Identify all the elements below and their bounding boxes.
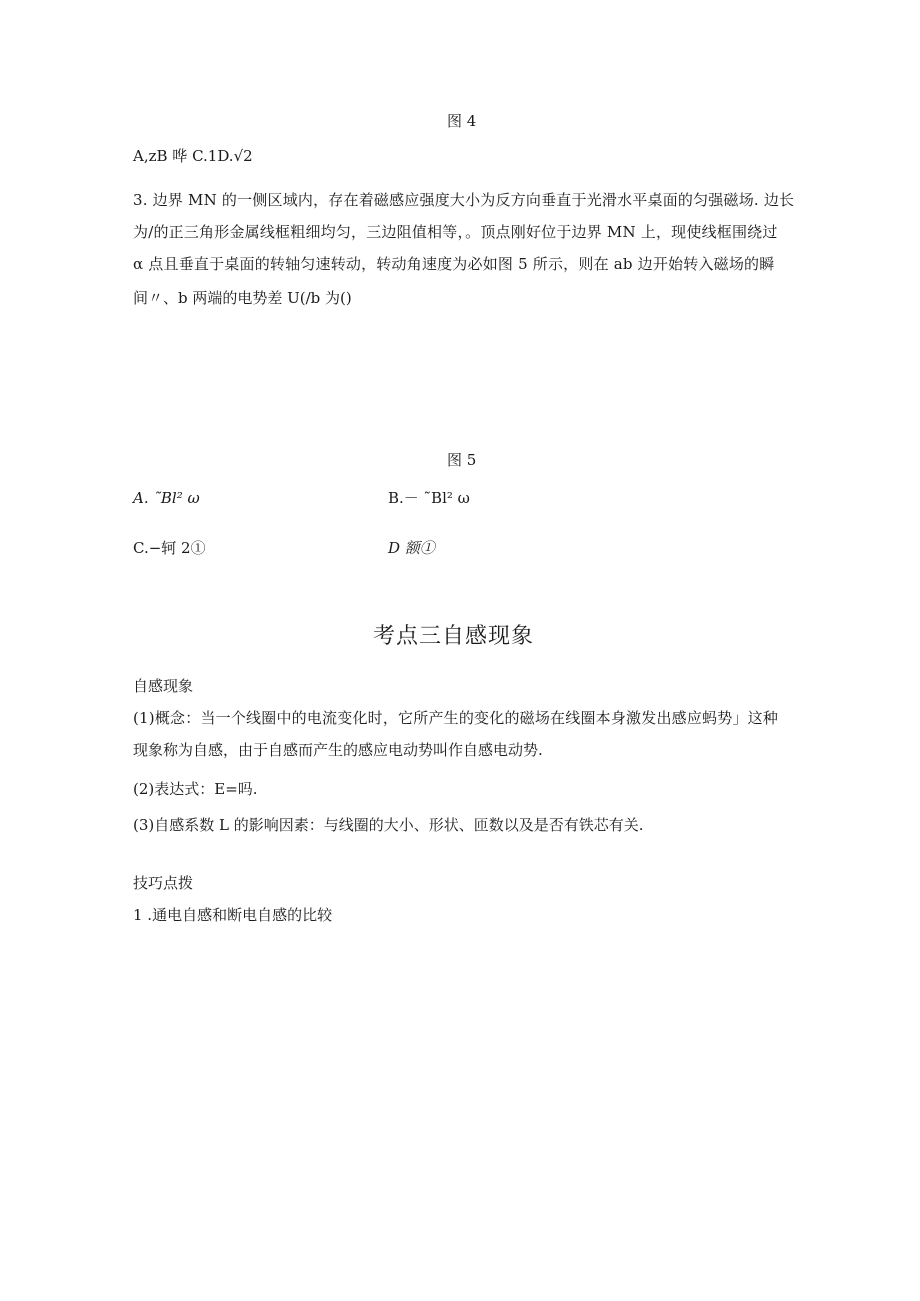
expression-line: (2)表达式：E=吗. (133, 780, 258, 798)
option-a: A. ˜Bl² ω (133, 489, 200, 507)
concept-line-1: (1)概念：当一个线圈中的电流变化时，它所产生的变化的磁场在线圈本身激发出感应蚂势」这种 (133, 709, 779, 727)
self-induction-heading: 自感现象 (133, 677, 194, 695)
question-3-line-3: α 点且垂直于桌面的转轴匀速转动，转动角速度为必如图 5 所示，则在 ab 边开始转入磁场的瞬 (133, 255, 775, 273)
tips-item-1: 1 .通电自感和断电自感的比较 (133, 906, 333, 924)
question-3-line-1: 3. 边界 MN 的一侧区域内，存在着磁感应强度大小为反方向垂直于光滑水平桌面的匀强磁场. 边长 (133, 191, 795, 209)
figure-4-caption: 图 4 (447, 112, 477, 130)
concept-line-2: 现象称为自感，由于自感而产生的感应电动势叫作自感电动势. (133, 741, 543, 759)
figure-5-caption: 图 5 (447, 451, 477, 469)
section-title: 考点三自感现象 (373, 624, 535, 649)
option-d: D 额① (388, 539, 435, 557)
question-2-options: A,zB 哗 C.1D.√2 (133, 147, 253, 165)
question-3-line-4: 间〃、b 两端的电势差 U(/b 为() (133, 289, 352, 307)
question-3-line-2: 为/的正三角形金属线框粗细均匀，三边阻值相等，。顶点刚好位于边界 MN 上，现使线框围绕过 (133, 223, 778, 241)
option-c: C.−轲 2① (133, 539, 206, 557)
factors-line: (3)自感系数 L 的影响因素：与线圈的大小、形状、匝数以及是否有铁芯有关. (133, 816, 644, 834)
option-b: B.－ ˜Bl² ω (388, 489, 470, 507)
tips-heading: 技巧点拨 (133, 874, 194, 892)
